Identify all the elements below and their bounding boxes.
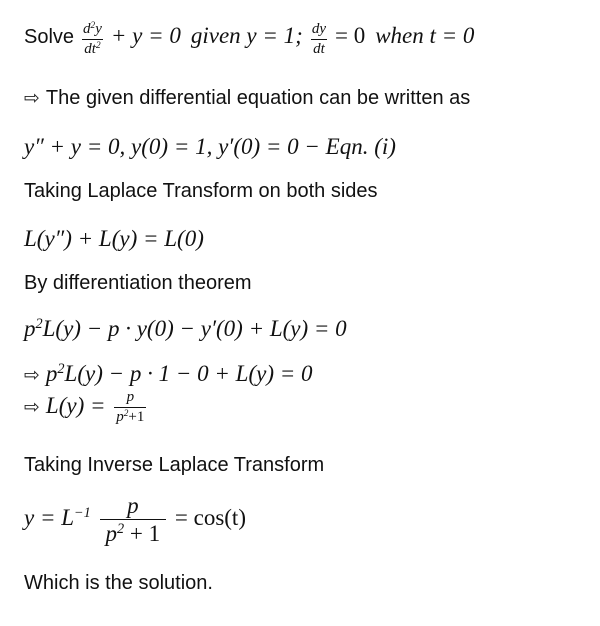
step-rewrite	[24, 88, 470, 108]
inverse-rhs: = cos(t)	[174, 504, 246, 530]
inverse-fraction	[100, 494, 167, 545]
step-inverse-laplace: Taking Inverse Laplace Transform	[24, 454, 325, 476]
problem-statement	[24, 22, 474, 57]
ly-den-exponent: 2	[123, 408, 129, 419]
d2y-dt2-fraction	[81, 22, 104, 57]
inverse-equation	[24, 494, 246, 545]
dt2-d: dt	[84, 41, 96, 57]
ly-fraction	[114, 390, 146, 425]
solve-label: Solve	[24, 26, 75, 49]
arrow-right-icon: ⇨	[24, 395, 40, 418]
dt2-exponent: 2	[95, 40, 101, 51]
step-rewrite-text: The given differential equation can be written as	[45, 87, 471, 109]
dt-denominator: dt	[313, 41, 325, 57]
step-differentiation-theorem: By differentiation theorem	[24, 272, 252, 294]
step-laplace: Taking Laplace Transform on both sides	[24, 180, 378, 202]
inverse-exponent: −1	[74, 504, 91, 521]
dy-dt-fraction	[310, 22, 328, 57]
ly-numerator: p	[126, 389, 135, 405]
inverse-numerator: p	[127, 493, 139, 518]
substituted-equation	[24, 362, 313, 385]
subst-eq-p: p	[45, 361, 58, 386]
laplace-equation: L(y″) + L(y) = L(0)	[24, 226, 204, 251]
when-condition: when t = 0	[375, 23, 475, 49]
d2y-d: d	[83, 21, 91, 37]
subst-eq-exponent: 2	[57, 361, 65, 378]
ly-equation	[24, 390, 149, 425]
arrow-right-icon: ⇨	[24, 364, 40, 386]
ly-lhs: L(y) =	[45, 392, 106, 418]
differentiation-equation	[24, 317, 347, 340]
equation-i: y″ + y = 0, y(0) = 1, y′(0) = 0 − Eqn. (i)	[24, 134, 396, 159]
inverse-lhs: y = L	[24, 504, 75, 530]
ly-den-p: p	[116, 409, 124, 425]
d2y-var: y	[95, 21, 102, 37]
d2y-exponent: 2	[90, 20, 96, 31]
diff-eq-p: p	[24, 316, 36, 341]
diff-eq-exponent: 2	[35, 316, 43, 333]
ly-den-rest: +1	[128, 409, 145, 425]
inverse-den-rest: + 1	[124, 521, 161, 546]
plus-y-equals: + y = 0	[110, 23, 181, 49]
arrow-right-icon: ⇨	[24, 87, 40, 109]
dy-numerator: dy	[311, 21, 326, 37]
conclusion: Which is the solution.	[24, 572, 213, 594]
subst-eq-rest: L(y) − p · 1 − 0 + L(y) = 0	[64, 361, 313, 386]
inverse-den-p: p	[105, 521, 118, 546]
given-condition: given y = 1;	[190, 23, 303, 49]
inverse-den-exponent: 2	[117, 521, 125, 538]
equals-zero: = 0	[334, 23, 366, 49]
diff-eq-rest: L(y) − p · y(0) − y′(0) + L(y) = 0	[42, 316, 347, 341]
